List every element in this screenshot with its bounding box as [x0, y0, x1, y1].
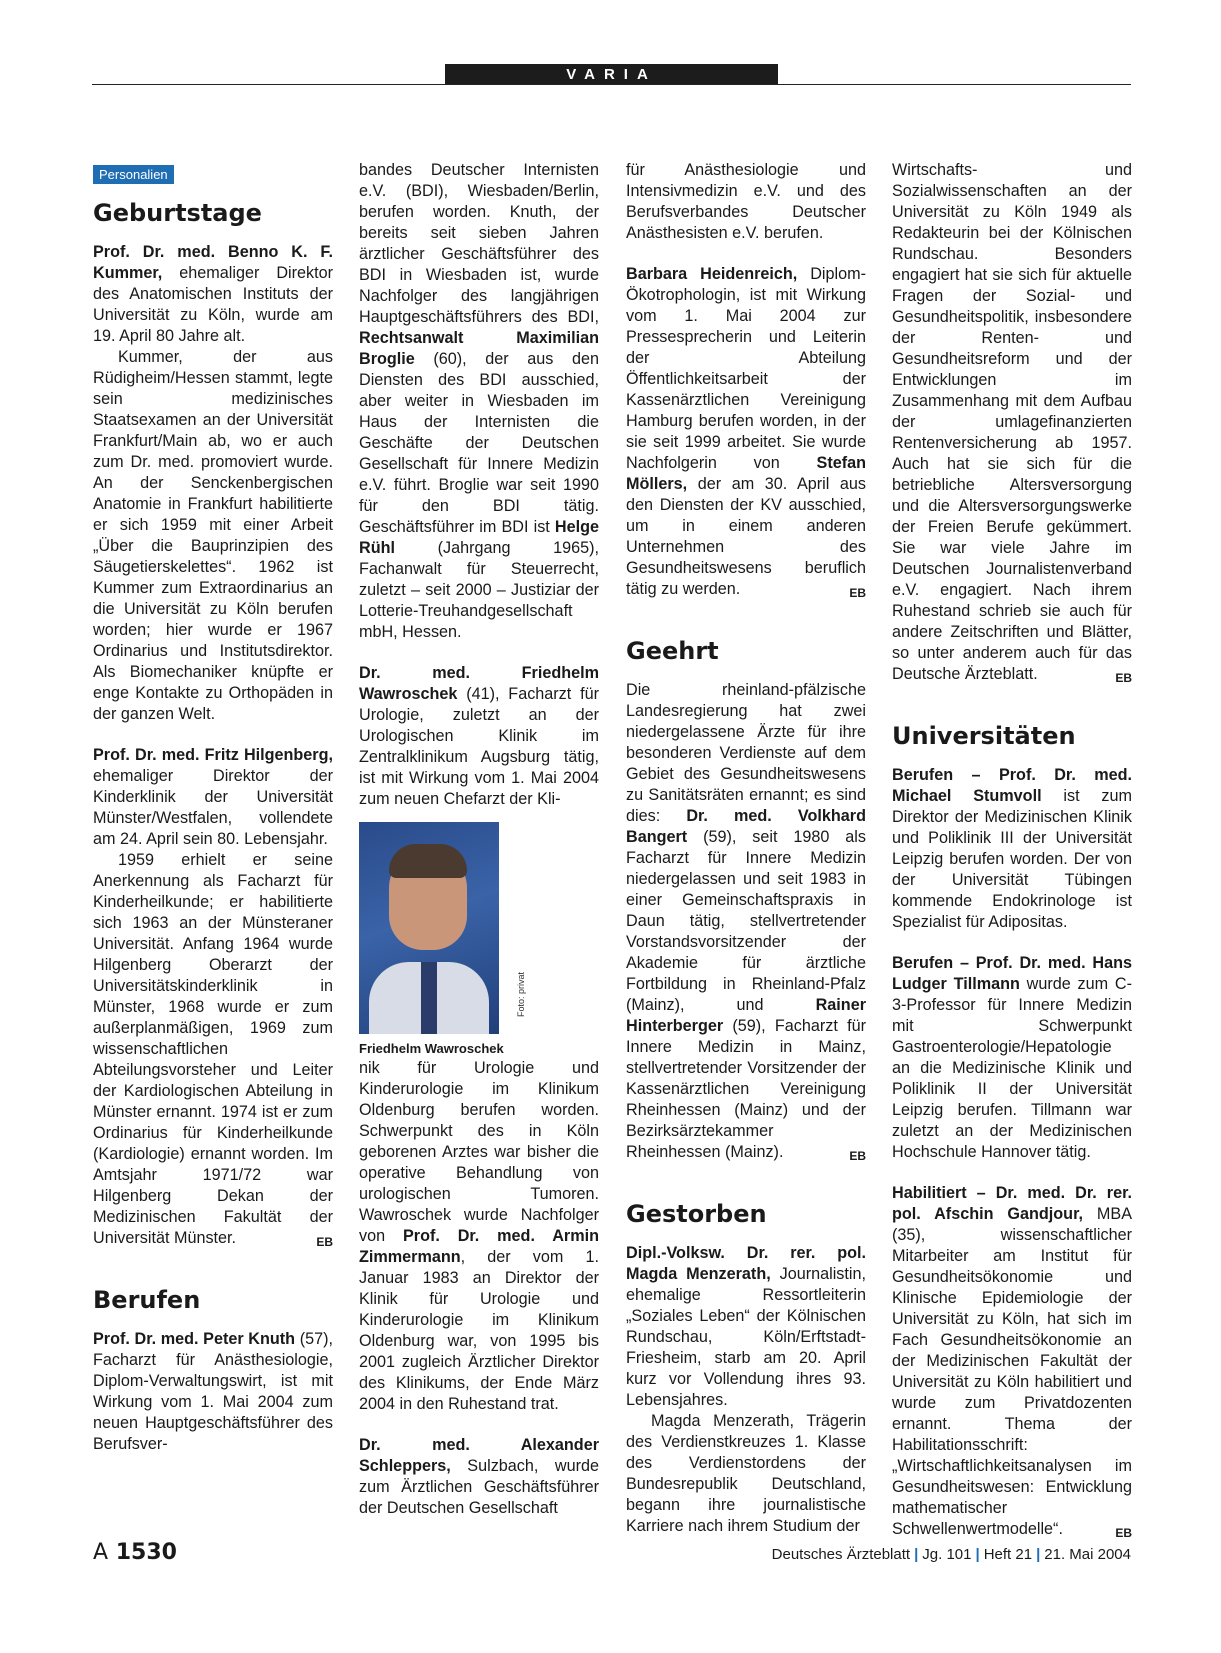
portrait-image [359, 822, 499, 1034]
person-name: Rechtsanwalt Maximilian Broglie [359, 329, 599, 368]
author-initials: EB [849, 1149, 866, 1163]
entry-kummer: Prof. Dr. med. Benno K. F. Kummer, ehemaliger Direktor des Anatomischen Instituts der Universität zu Köln, wurde am 19. April 80 Jahre alt. [93, 243, 333, 345]
column-2 [359, 160, 599, 1519]
column-1 [93, 160, 333, 1455]
heading-gestorben: Gestorben [626, 1200, 767, 1228]
section-header: VARIA [445, 64, 778, 85]
paragraph: Wirtschafts- und Sozialwissenschaften an der Universität zu Köln 1949 als Redakteurin bei der Kölnischen Rundschau. Besonders engagiert hat sie sich für aktuelle Fragen der Sozial- und Gesundheitspolitik, insbesondere der Renten- und Gesundheitsreform und der Entwicklungen im Zusammenhang mit dem Aufbau der umlagefinanzierten Rentenversicherung ab 1957. Auch hat sie sich für die betriebliche Altersversorgung und die Altersversorgungswerke der Freien Berufe gekümmert. Sie war viele Jahre im Deutschen Journalistenverband e.V. engagiert. Nach ihrem Ruhestand schrieb sie auch für andere Zeitschriften und Blätter, so unter anderem auch für das Deutsche Ärzteblatt. EB [892, 160, 1132, 685]
entry-menzerath: Dipl.-Volksw. Dr. rer. pol. Magda Menzerath, Journalistin, ehemalige Ressortleiterin „Soziales Leben“ der Kölnischen Rundschau, Köln/Erftstadt-Friesheim, starb am 20. April kurz vor Vollendung ihres 93. Lebensjahres. [626, 1244, 866, 1409]
paragraph: 1959 erhielt er seine Anerkennung als Facharzt für Kinderheilkunde; er habilitierte sich 1963 an der Münsteraner Universität. Anfang 1964 wurde Hilgenberg Oberarzt der Universitätskinderklinik in Münster, 1968 wurde er zum außerplanmäßigen, 1969 zum wissenschaftlichen Abteilungsvorsteher und Leiter der Kardiologischen Abteilung in Münster ernannt. 1974 ist er zum Ordinarius für Kinderheilkunde (Kardiologie) ernannt worden. Im Amtsjahr 1971/72 war Hilgenberg Dekan der Medizinischen Fakultät der Universität Münster. EB [93, 850, 333, 1249]
entry-stumvoll: Berufen – Prof. Dr. med. Michael Stumvoll ist zum Direktor der Medizinischen Klinik und Poliklinik III der Universität Leipzig berufen worden. Der von der Universität Tübingen kommende Endokrinologe ist Spezialist für Adipositas. [892, 766, 1132, 931]
author-initials: EB [316, 1235, 333, 1249]
person-name: Helge Rühl [359, 518, 599, 557]
portrait-photo [359, 822, 526, 1034]
person-name: Dr. med. Alexander Schleppers, [359, 1436, 599, 1475]
author-initials: EB [849, 586, 866, 600]
rubric-tag: Personalien [93, 165, 174, 184]
journal-citation [772, 1546, 1131, 1563]
volume: Jg. 101 [922, 1546, 972, 1563]
paragraph: Magda Menzerath, Trägerin des Verdienstkreuzes 1. Klasse des Verdienstordens der Bundesrepublik Deutschland, begann ihre journalistische Karriere nach ihrem Studium der [626, 1412, 866, 1535]
paragraph: für Anästhesiologie und Intensivmedizin e.V. und des Berufsverbandes Deutscher Anästhesisten e.V. berufen. [626, 161, 866, 242]
entry-knuth: Prof. Dr. med. Peter Knuth (57), Facharzt für Anästhesiologie, Diplom-Verwaltungswirt, ist mit Wirkung vom 1. Mai 2004 zum neuen Hauptgeschäftsführer des Berufsver- [93, 1330, 333, 1453]
person-name: Prof. Dr. med. Armin Zimmermann [359, 1227, 599, 1266]
separator: | [914, 1546, 919, 1563]
heading-geburtstage: Geburtstage [93, 199, 262, 227]
person-name: Prof. Dr. med. Benno K. F. Kummer, [93, 243, 333, 282]
issue-date: 21. Mai 2004 [1044, 1546, 1131, 1563]
heading-universitaeten: Universitäten [892, 722, 1076, 750]
person-name: Barbara Heidenreich, [626, 265, 798, 283]
author-initials: EB [1115, 671, 1132, 685]
entry-schleppers: Dr. med. Alexander Schleppers, Sulzbach, wurde zum Ärztlichen Geschäftsführer der Deutschen Gesellschaft [359, 1436, 599, 1517]
journal-name: Deutsches Ärzteblatt [771, 1546, 911, 1563]
person-name: Prof. Dr. med. Peter Knuth [93, 1330, 296, 1348]
person-name: Dr. med. Friedhelm Wawroschek [359, 664, 599, 703]
entry-wawroschek: Dr. med. Friedhelm Wawroschek (41), Facharzt für Urologie, zuletzt an der Urologischen Klinik im Zentralklinikum Augsburg tätig, ist mit Wirkung vom 1. Mai 2004 zum neuen Chefarzt der Kli- [359, 664, 599, 808]
entry-gandjour: Habilitiert – Dr. med. Dr. rer. pol. Afschin Gandjour, MBA (35), wissenschaftlicher Mitarbeiter am Institut für Gesundheitsökonomie und Klinische Epidemiologie der Universität zu Köln, hat sich im Fach Gesundheitsökonomie an der Medizinischen Fakultät der Universität zu Köln habilitiert und wurde zum Privatdozenten ernannt. Thema der Habilitationsschrift: „Wirtschaftlichkeitsanalysen im Gesundheitswesen: Entwicklung mathematischer Schwellenwertmodelle“. EB [892, 1183, 1132, 1540]
paragraph: Die rheinland-pfälzische Landesregierung hat zwei niedergelassene Ärzte für ihre besonderen Verdienste auf dem Gebiet des Gesundheitswesens zu Sanitätsräten ernannt; es sind dies: Dr. med. Volkhard Bangert (59), seit 1980 als Facharzt für Innere Medizin niedergelassen und seit 1983 in einer Gemeinschaftspraxis in Daun tätig, stellvertretender Vorstandsvorsitzender der Akademie für ärztliche Fortbildung in Rheinland-Pfalz (Mainz), und Rainer Hinterberger (59), Facharzt für Innere Medizin in Mainz, stellvertretender Vorsitzender der Kassenärztlichen Vereinigung Rheinhessen (Mainz) und der Bezirksärztekammer Rheinhessen (Mainz). EB [626, 680, 866, 1163]
separator: | [975, 1546, 980, 1563]
heading-geehrt: Geehrt [626, 637, 719, 665]
entry-hilgenberg: Prof. Dr. med. Fritz Hilgenberg, ehemaliger Direktor der Kinderklinik der Universität Münster/Westfalen, vollendete am 24. April sein 80. Lebensjahr. [93, 746, 333, 848]
person-name: Stefan Möllers, [626, 454, 866, 493]
column-3 [626, 160, 866, 1537]
person-name: Dipl.-Volksw. Dr. rer. pol. Magda Menzerath, [626, 1244, 866, 1283]
paragraph: nik für Urologie und Kinderurologie im Klinikum Oldenburg berufen worden. Schwerpunkt des in Köln geborenen Arztes war bisher die operative Behandlung von urologischen Tumoren. Wawroschek wurde Nachfolger von Prof. Dr. med. Armin Zimmermann, der vom 1. Januar 1983 an Direktor der Klinik für Urologie und Kinderurologie im Klinikum Oldenburg war, von 1995 bis 2001 zugleich Ärztlicher Direktor des Klinikums, der Ende März 2004 in den Ruhestand trat. [359, 1059, 599, 1413]
issue: Heft 21 [983, 1546, 1033, 1563]
person-name: Rainer Hinterberger [626, 996, 866, 1035]
separator: | [1036, 1546, 1041, 1563]
person-name: Dr. med. Volkhard Bangert [626, 807, 866, 846]
heading-berufen: Berufen [93, 1286, 201, 1314]
person-name: Berufen – Prof. Dr. med. Hans Ludger Tillmann [892, 954, 1132, 993]
author-initials: EB [1115, 1526, 1132, 1540]
entry-heidenreich: Barbara Heidenreich, Diplom-Ökotrophologin, ist mit Wirkung vom 1. Mai 2004 zur Pressesprecherin und Leiterin der Abteilung Öffentlichkeitsarbeit der Kassenärztlichen Vereinigung Hamburg berufen worden, in der sie seit 1999 arbeitet. Sie wurde Nachfolgerin von Stefan Möllers, der am 30. April aus den Diensten der KV ausschied, um in einem anderen Unternehmen des Gesundheitswesens beruflich tätig zu werden. EB [626, 264, 866, 600]
page-number: A 1530 [93, 1540, 177, 1565]
column-4 [892, 160, 1132, 1544]
paragraph: bandes Deutscher Internisten e.V. (BDI), Wiesbaden/Berlin, berufen worden. Knuth, der bereits seit sieben Jahren ärztlicher Geschäftsführer des BDI in Wiesbaden ist, wurde Nachfolger des langjährigen Hauptgeschäftsführers des BDI, Rechtsanwalt Maximilian Broglie (60), der aus den Diensten des BDI ausschied, aber weiter in Wiesbaden im Haus der Internisten die Geschäfte der Deutschen Gesellschaft für Innere Medizin e.V. führt. Broglie war seit 1990 für den BDI tätig. Geschäftsführer im BDI ist Helge Rühl (Jahrgang 1965), Fachanwalt für Steuerrecht, zuletzt – seit 2000 – Justiziar der Lotterie-Treuhandgesellschaft mbH, Hessen. [359, 161, 599, 641]
header-rule [92, 84, 1131, 85]
person-name: Prof. Dr. med. Fritz Hilgenberg, [93, 746, 333, 764]
person-name: Berufen – Prof. Dr. med. Michael Stumvoll [892, 766, 1132, 805]
person-name: Habilitiert – Dr. med. Dr. rer. pol. Afschin Gandjour, [892, 1184, 1132, 1223]
photo-caption: Friedhelm Wawroschek [359, 1041, 504, 1056]
photo-credit: Foto: privat [516, 972, 526, 1018]
paragraph: Kummer, der aus Rüdigheim/Hessen stammt, legte sein medizinisches Staatsexamen an der Universität Frankfurt/Main ab, wo er auch zum Dr. med. promoviert wurde. An der Senckenbergischen Anatomie in Frankfurt habilitierte er sich 1959 mit einer Arbeit „Über die Bauprinzipien des Säugetierskelettes“. 1962 ist Kummer zum Extraordinarius an die Universität zu Köln berufen worden; hier wurde er 1967 Ordinarius und Institutsdirektor. Als Biomechaniker knüpfte er enge Kontakte zu Orthopäden in der ganzen Welt. [93, 348, 333, 723]
entry-tillmann: Berufen – Prof. Dr. med. Hans Ludger Tillmann wurde zum C-3-Professor für Innere Medizin mit Schwerpunkt Gastroenterologie/Hepatologie an die Medizinische Klinik und Poliklinik II der Universität Leipzig berufen. Tillmann war zuletzt an der Medizinischen Hochschule Hannover tätig. [892, 954, 1132, 1161]
